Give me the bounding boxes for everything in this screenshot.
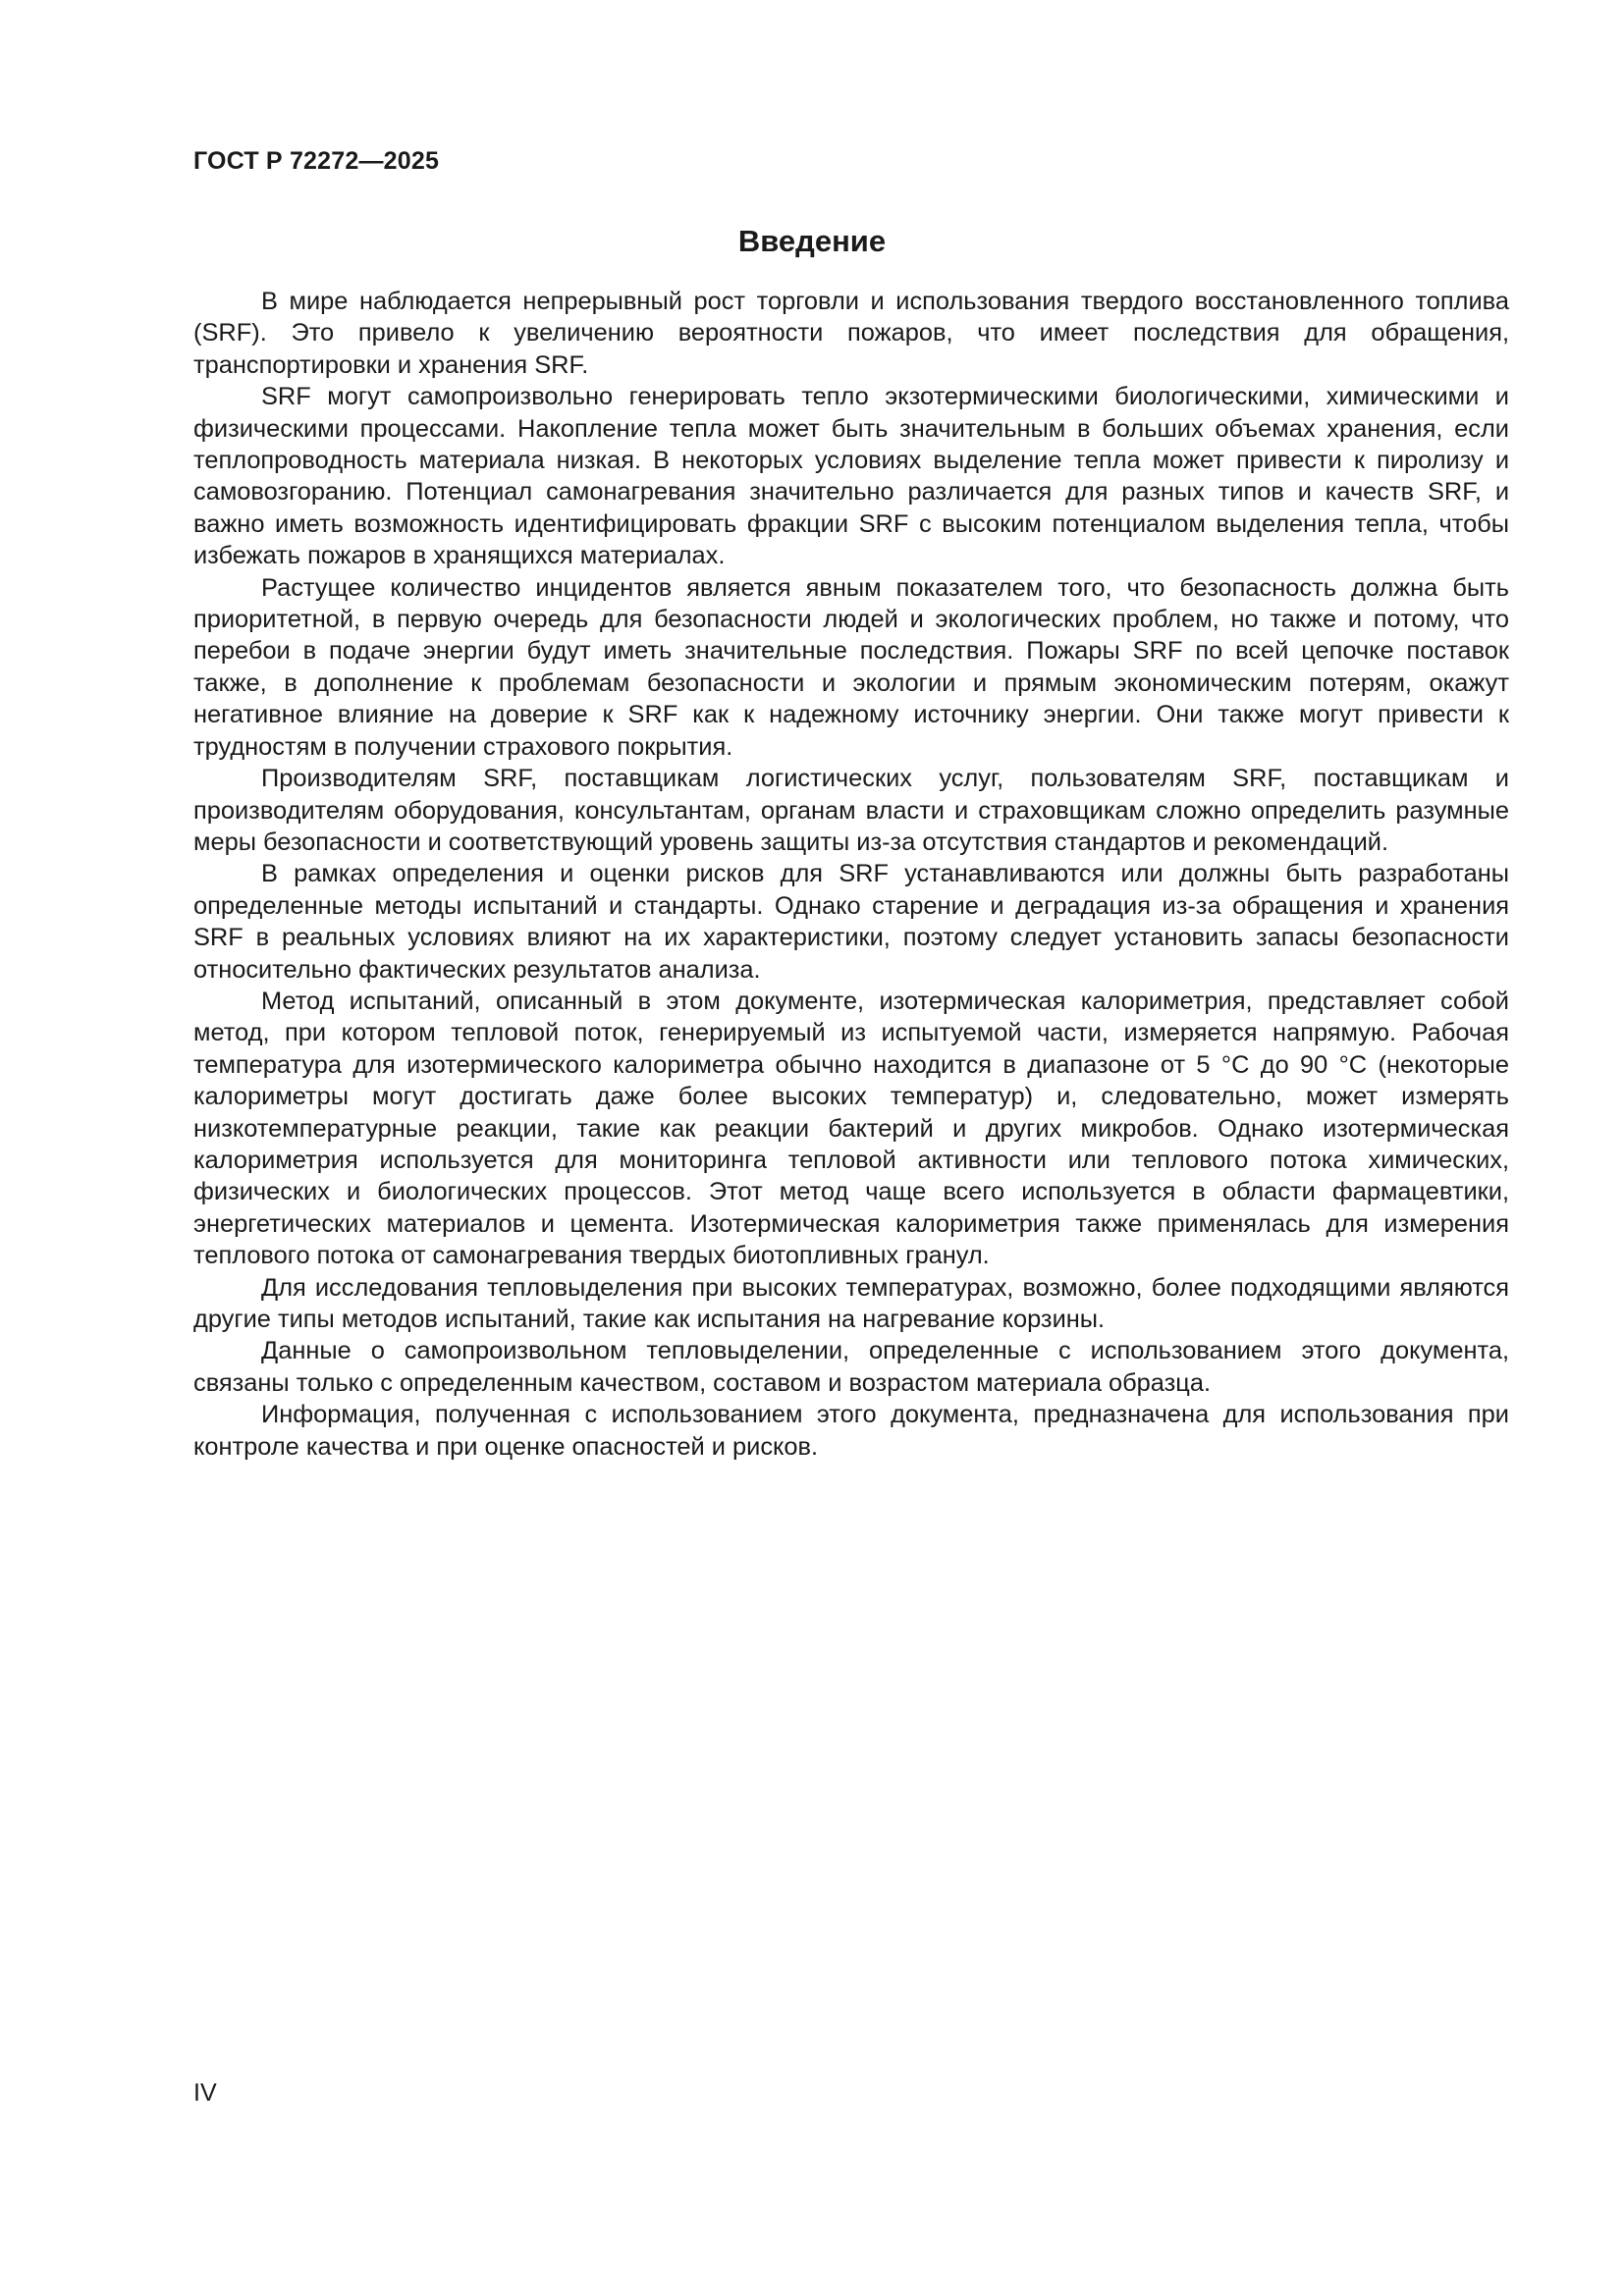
- paragraph-5: В рамках определения и оценки рисков для SRF устанавливаются или должны быть разработаны определенные методы испытаний и стандарты. Однако старение и деградация из-за обращения и хранения SRF в реальных условиях влияют на их характеристики, поэтому следует установить запасы безопасности относительно фактических результатов анализа.: [193, 860, 1509, 984]
- section-title: Введение: [737, 224, 887, 258]
- paragraph-6: Метод испытаний, описанный в этом документе, изотермическая калориметрия, представляет собой метод, при котором тепловой поток, генерируемый из испытуемой части, измеряется напрямую. Рабочая температура для изотермического калориметра обычно находится в диапазоне от 5 °C до 90 °C (некоторые калориметры могут достигать даже более высоких температур) и, следовательно, может измерять низкотемпературные реакции, такие как реакции бактерий и других микробов. Однако изотермическая калориметрия используется для мониторинга тепловой активности или теплового потока химических, физических и биологических процессов. Этот метод чаще всего используется в области фармацевтики, энергетических материалов и цемента. Изотермическая калориметрия также применялась для измерения теплового потока от самонагревания твердых биотопливных гранул.: [193, 987, 1509, 1270]
- introduction-body: [193, 286, 1509, 1463]
- paragraph-1: В мире наблюдается непрерывный рост торговли и использования твердого восстановленного топлива (SRF). Это привело к увеличению вероятности пожаров, что имеет последствия для обращения, транспортировки и хранения SRF.: [193, 288, 1509, 379]
- paragraph-9: Информация, полученная с использованием этого документа, предназначена для использования при контроле качества и при оценке опасностей и рисков.: [193, 1401, 1509, 1461]
- paragraph-7: Для исследования тепловыделения при высоких температурах, возможно, более подходящими являются другие типы методов испытаний, такие как испытания на нагревание корзины.: [193, 1273, 1509, 1333]
- paragraph-2: SRF могут самопроизвольно генерировать тепло экзотермическими биологическими, химическими и физическими процессами. Накопление тепла может быть значительным в больших объемах хранения, если теплопроводность материала низкая. В некоторых условиях выделение тепла может привести к пиролизу и самовозгоранию. Потенциал самонагревания значительно различается для разных типов и качеств SRF, и важно иметь возможность идентифицировать фракции SRF с высоким потенциалом выделения тепла, чтобы избежать пожаров в хранящихся материалах.: [193, 383, 1509, 570]
- paragraph-8: Данные о самопроизвольном тепловыделении, определенные с использованием этого документа, связаны только с определенным качеством, составом и возрастом материала образца.: [193, 1337, 1509, 1397]
- page-number: IV: [193, 2079, 217, 2107]
- paragraph-4: Производителям SRF, поставщикам логистических услуг, пользователям SRF, поставщикам и производителям оборудования, консультантам, органам власти и страховщикам сложно определить разумные меры безопасности и соответствующий уровень защиты из-за отсутствия стандартов и рекомендаций.: [193, 765, 1509, 856]
- paragraph-3: Растущее количество инцидентов является явным показателем того, что безопасность должна быть приоритетной, в первую очередь для безопасности людей и экологических проблем, но также и потому, что перебои в подаче энергии будут иметь значительные последствия. Пожары SRF по всей цепочке поставок также, в дополнение к проблемам безопасности и экологии и прямым экономическим потерям, окажут негативное влияние на доверие к SRF как к надежному источнику энергии. Они также могут привести к трудностям в получении страхового покрытия.: [193, 573, 1509, 761]
- standard-number-header: ГОСТ Р 72272—2025: [193, 147, 440, 175]
